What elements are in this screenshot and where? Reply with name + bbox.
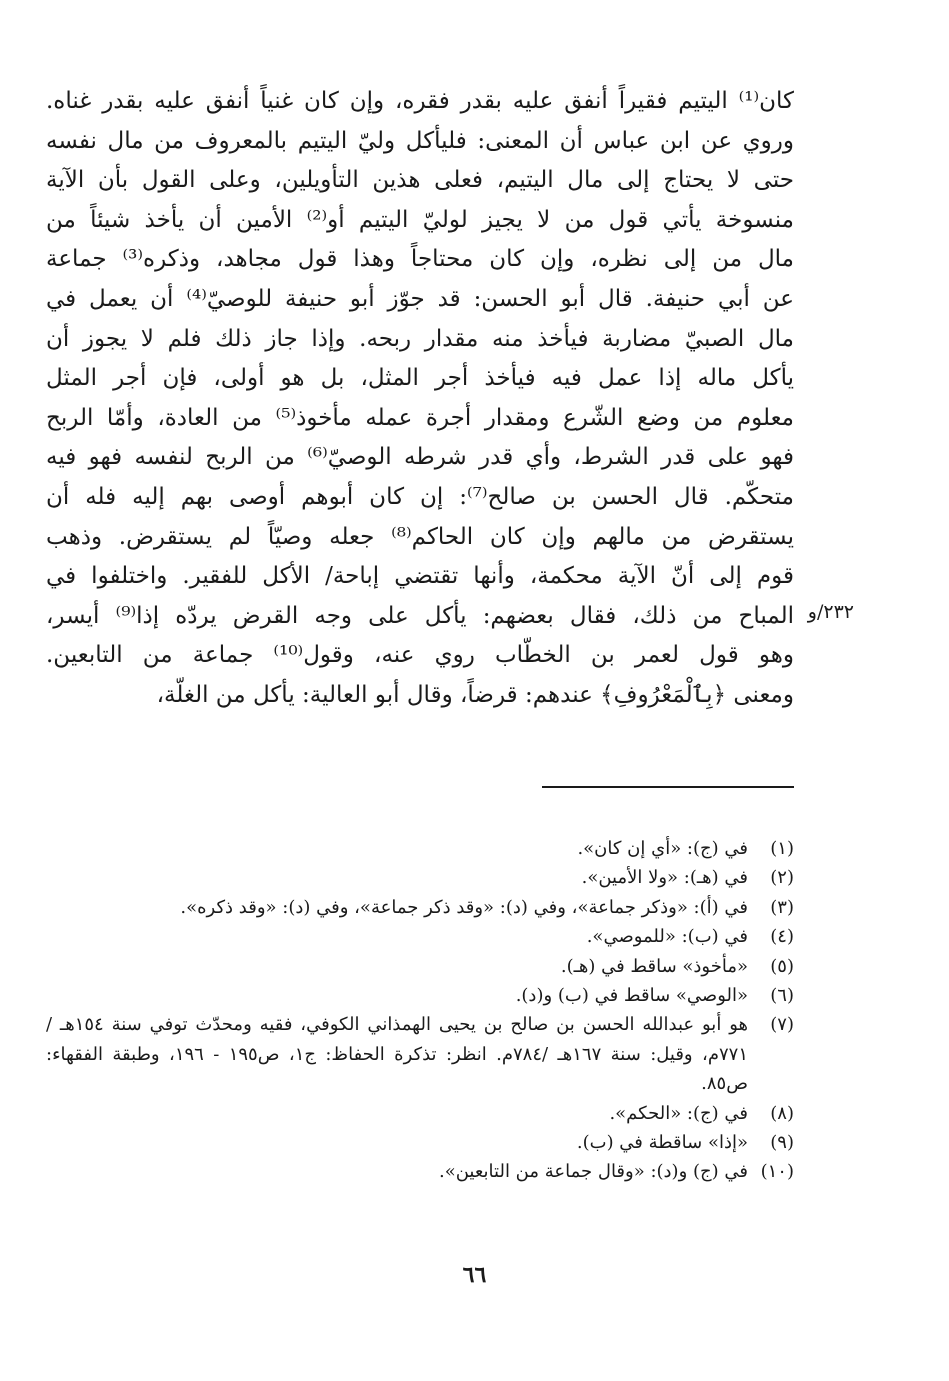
footnote-item xyxy=(46,893,794,922)
text-line: كان⁽¹⁾ اليتيم فقيراً أنفق عليه بقدر فقره، وإن كان غنياً أنفق عليه بقدر غناه. xyxy=(46,88,794,114)
footnote-number: (٩) xyxy=(770,1132,794,1154)
footnote-item xyxy=(46,981,794,1010)
text-line: يستقرض من مالهم وإن كان الحاكم⁽⁸⁾ جعله وصيّاً لم يستقرض. وذهب xyxy=(46,523,795,550)
text-line: معلوم من وضع الشّرع ومقدار أجرة عمله مأخوذ⁽⁵⁾ من العادة، وأمّا الربح xyxy=(46,404,794,431)
footnotes-list xyxy=(46,834,794,1187)
footnote-number: (٨) xyxy=(770,1102,794,1124)
footnote-text: هو أبو عبدالله الحسن بن صالح بن يحيى الهمذاني الكوفي، فقيه ومحدّث توفي سنة ١٥٤هـ /٧٧١م، وقيل: سنة ١٦٧هـ /٧٨٤م. انظر: تذكرة الحفاظ: ج١، ص١٩٥ - ١٩٦، وطبقة الفقهاء: ص٨٥. xyxy=(46,1014,748,1095)
footnote-text: في (ج): «الحكم». xyxy=(609,1102,748,1124)
footnote-text: «مأخوذ» ساقط في (هـ). xyxy=(560,955,748,977)
text-line: يأكل ماله إذا عمل فيه فيأخذ أجر المثل، بل هو أولى، فإن أجر المثل xyxy=(46,365,794,392)
footnote-number: (٢) xyxy=(770,867,794,889)
footnote-text: «الوصي» ساقط في (ب) و(د). xyxy=(515,985,748,1007)
text-line: فهو على قدر الشرط، وأي قدر شرطه الوصيّ⁽⁶⁾ من الربح لنفسه فهو فيه xyxy=(46,444,794,471)
text-line: وهو قول لعمر بن الخطّاب روي عنه، وقول⁽¹⁰⁾ جماعة من التابعين. xyxy=(46,642,794,669)
footnote-number: (١٠) xyxy=(760,1161,794,1183)
text-line: حتى لا يحتاج إلى مال اليتيم، فعلى هذين التأويلين، وعلى القول بأن الآية xyxy=(46,167,794,194)
main-text-body xyxy=(46,82,794,716)
footnote-item xyxy=(46,863,794,892)
footnote-text: في (أ): «وذكر جماعة»، وفي (د): «وقد ذكر جماعة»، وفي (د): «وقد ذكره». xyxy=(180,896,748,918)
footnote-text: في (ب): «للموصي». xyxy=(586,926,748,948)
text-line: قوم إلى أنّ الآية محكمة، وأنها تقتضي إباحة/ الأكل للفقير. واختلفوا في xyxy=(46,563,794,590)
footnote-item xyxy=(46,922,794,951)
text-line: المباح من ذلك، فقال بعضهم: يأكل على وجه القرض يردّه إذا⁽⁹⁾ أيسر، xyxy=(46,602,794,629)
text-line: منسوخة يأتي قول من لا يجيز لوليّ اليتيم أو⁽²⁾ الأمين أن يأخذ شيئاً من xyxy=(46,206,794,233)
manuscript-folio-marker: ٢٣٢/و xyxy=(807,601,854,623)
footnote-number: (٧) xyxy=(770,1014,794,1036)
footnote-text: «إذا» ساقطة في (ب). xyxy=(576,1132,748,1154)
footnote-separator xyxy=(542,786,794,788)
footnote-number: (٥) xyxy=(770,955,794,977)
footnote-text: في (ج) و(د): «وقال جماعة من التابعين». xyxy=(438,1161,748,1183)
footnote-number: (٣) xyxy=(770,896,794,918)
footnote-item xyxy=(46,1099,794,1128)
footnote-item xyxy=(46,952,794,981)
text-line: مال الصبيّ مضاربة فيأخذ منه مقدار ربحه. وإذا جاز ذلك فلم لا يجوز أن xyxy=(46,325,794,352)
footnote-item xyxy=(46,1128,794,1157)
page-number: ٦٦ xyxy=(462,1262,487,1288)
footnote-text: في (ج): «أي إن كان». xyxy=(577,838,748,859)
footnote-number: (١) xyxy=(770,838,794,859)
text-line: مال من إلى نظره، وإن كان محتاجاً وهذا قول مجاهد، وذكره⁽³⁾ جماعة xyxy=(46,246,794,273)
footnote-number: (٤) xyxy=(770,926,794,948)
footnote-item xyxy=(46,1010,794,1098)
footnote-item xyxy=(46,1157,794,1186)
text-line: وروي عن ابن عباس أن المعنى: فليأكل وليّ اليتيم بالمعروف من مال نفسه xyxy=(46,127,794,154)
footnote-number: (٦) xyxy=(770,985,794,1007)
footnote-text: في (هـ): «ولا الأمين». xyxy=(581,867,748,889)
text-line: متحكّم. قال الحسن بن صالح⁽⁷⁾: إن كان أبوهم أوصى بهم إليه فله أن xyxy=(46,483,794,510)
text-line: عن أبي حنيفة. قال أبو الحسن: قد جوّز أبو حنيفة للوصيّ⁽⁴⁾ أن يعمل في xyxy=(46,285,795,312)
footnote-item xyxy=(46,834,794,863)
text-line: ومعنى ﴿بِٱلْمَعْرُوفِ﴾ عندهم: قرضاً، وقال أبو العالية: يأكل من الغلّة، xyxy=(156,681,794,708)
